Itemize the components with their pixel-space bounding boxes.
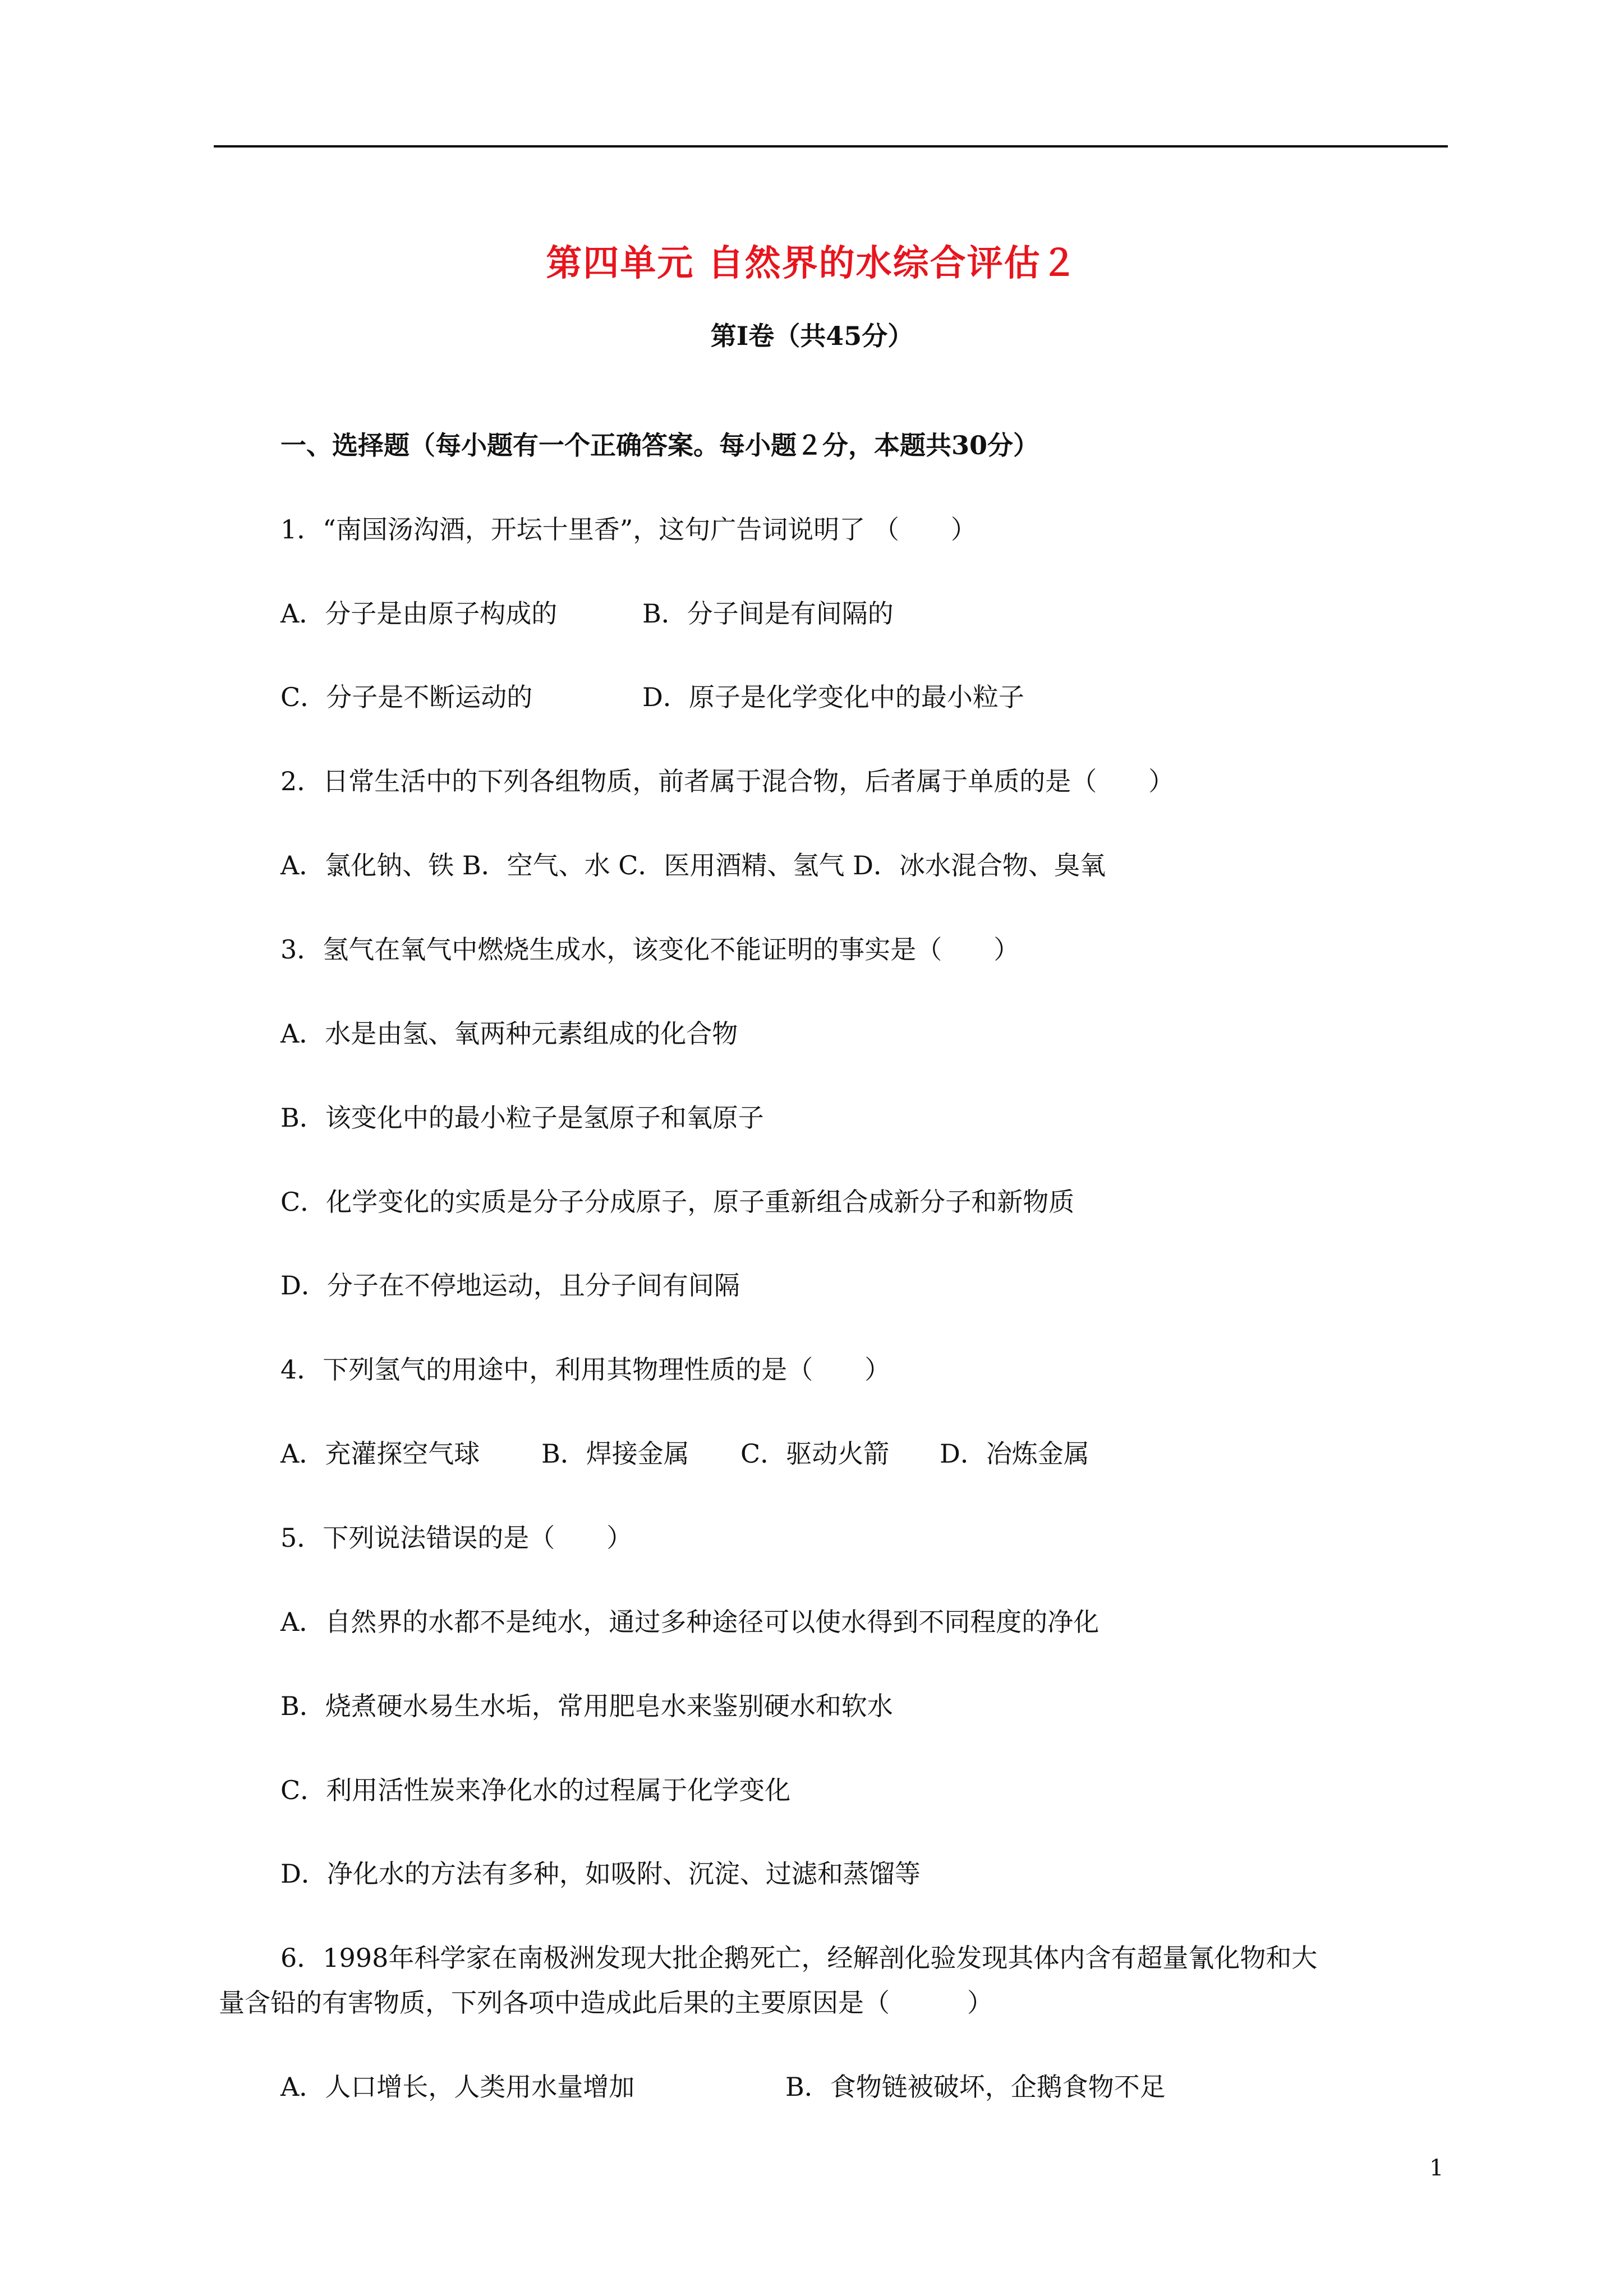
question-6-stem-line2: 量含铅的有害物质，下列各项中造成此后果的主要原因是（ ） [219,1988,993,2018]
question-1-option-d: D．原子是化学变化中的最小粒子 [642,682,1024,712]
question-5-option-b: B．烧煮硬水易生水垢，常用肥皂水来鉴别硬水和软水 [280,1691,893,1721]
page-number: 1 [1429,2155,1444,2181]
question-1-option-a: A．分子是由原子构成的 [280,598,558,629]
document-title: 第四单元 自然界的水综合评估２ [546,242,1078,284]
part-heading: 一、选择题（每小题有一个正确答案。每小题２分，本题共30分） [280,430,1039,460]
question-3-option-d: D．分子在不停地运动，且分子间有间隔 [280,1270,740,1301]
question-3-stem: 3．氢气在氧气中燃烧生成水，该变化不能证明的事实是（ ） [280,934,1020,965]
question-6-stem-line1: 6．1998年科学家在南极洲发现大批企鹅死亡，经解剖化验发现其体内含有超量氰化物和大 [280,1943,1318,1973]
question-2-options: A．氯化钠、铁 B．空气、水 C．医用酒精、氢气 D．冰水混合物、臭氧 [280,850,1106,880]
question-2-stem: 2．日常生活中的下列各组物质，前者属于混合物，后者属于单质的是（ ） [280,766,1175,796]
question-4-option-c: C．驱动火箭 [740,1439,890,1469]
question-5-stem: 5．下列说法错误的是（ ） [280,1523,633,1553]
question-4-option-a: A．充灌探空气球 [280,1439,480,1469]
question-3-option-c: C．化学变化的实质是分子分成原子，原子重新组合成新分子和新物质 [280,1187,1075,1217]
section-title: 第Ⅰ卷（共45分） [710,321,914,351]
question-5-option-a: A．自然界的水都不是纯水，通过多种途径可以使水得到不同程度的净化 [280,1607,1099,1637]
question-5-option-d: D．净化水的方法有多种，如吸附、沉淀、过滤和蒸馏等 [280,1859,921,1889]
header-rule [214,145,1448,147]
question-1-option-b: B．分子间是有间隔的 [642,598,894,629]
question-3-option-b: B．该变化中的最小粒子是氢原子和氧原子 [280,1103,764,1133]
question-1-option-c: C．分子是不断运动的 [280,682,533,712]
question-3-option-a: A．水是由氢、氧两种元素组成的化合物 [280,1018,738,1049]
question-4-option-b: B．焊接金属 [541,1439,689,1469]
question-4-option-d: D．冶炼金属 [940,1439,1089,1469]
question-1-stem: 1．“南国汤沟酒，开坛十里香”，这句广告词说明了 （ ） [280,514,977,545]
question-6-option-b: B．食物链被破坏，企鹅食物不足 [785,2072,1166,2102]
question-4-stem: 4．下列氢气的用途中，利用其物理性质的是（ ） [280,1354,891,1385]
question-5-option-c: C．利用活性炭来净化水的过程属于化学变化 [280,1775,791,1805]
question-6-option-a: A．人口增长，人类用水量增加 [280,2072,635,2102]
